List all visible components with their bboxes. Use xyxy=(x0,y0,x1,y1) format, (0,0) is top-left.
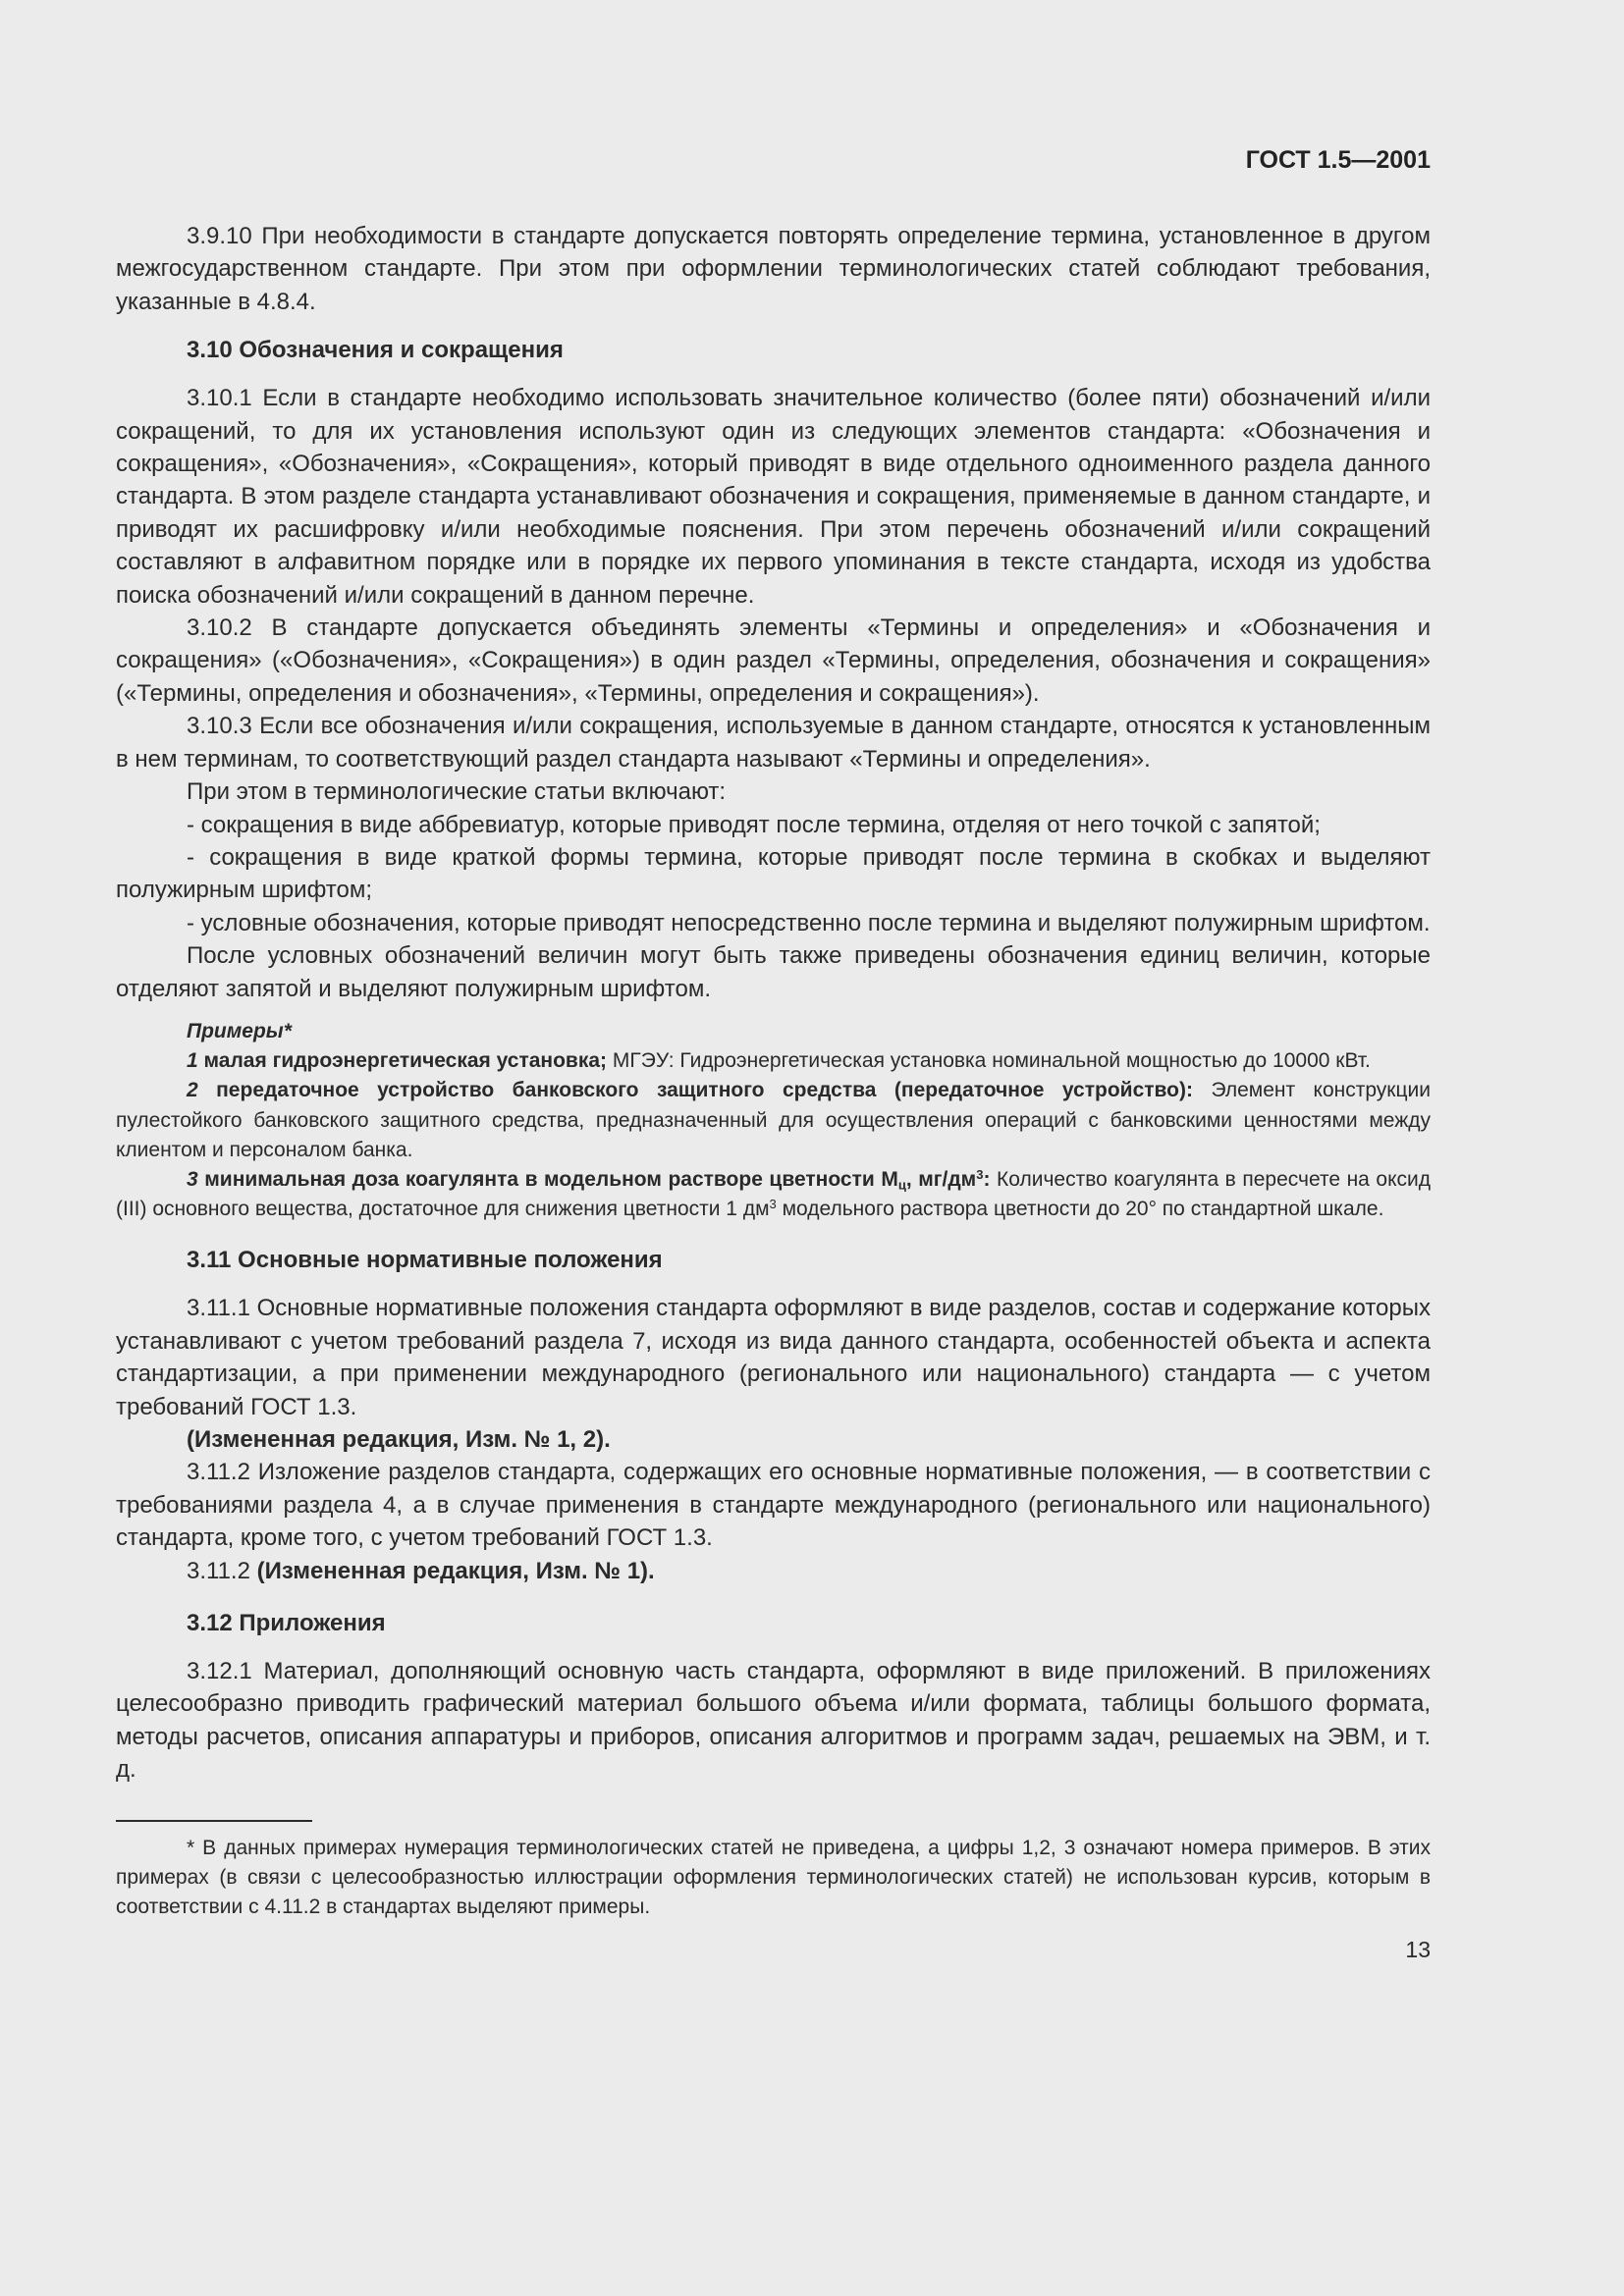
paragraph-3-12-1: 3.12.1 Материал, дополняющий основную часть стандарта, оформляют в виде приложений. В приложениях целесообразно приводить графический материал большого объема и/или формата, таблицы большого формата, методы расчетов, описания аппаратуры и приборов, описания алгоритмов и программ задач, решаемых на ЭВМ, и т. д. xyxy=(116,1658,1431,1784)
footnote-separator xyxy=(116,1820,312,1822)
section-heading-3-11: 3.11 Основные нормативные положения xyxy=(187,1247,663,1274)
list-item-symbols: - условные обозначения, которые приводят непосредственно после термина и выделяют полужирным шрифтом. xyxy=(187,909,1431,936)
paragraph-3-11-1: 3.11.1 Основные нормативные положения стандарта оформляют в виде разделов, состав и содержание которых устанавливают с учетом требований раздела 7, исходя из вида данного стандарта, особенностей объекта и аспекта стандартизации, а при применении международного (регионального или национального) стандарта — с учетом требований ГОСТ 1.3. xyxy=(116,1295,1431,1420)
paragraph-3-9-10: 3.9.10 При необходимости в стандарте допускается повторять определение термина, установленное в другом межгосударственном стандарте. При этом при оформлении терминологических статей соблюдают требования, указанные в 4.8.4. xyxy=(116,223,1431,315)
document-code-header: ГОСТ 1.5—2001 xyxy=(1245,146,1431,174)
page-number: 13 xyxy=(1405,1936,1431,1962)
revision-note-1: (Измененная редакция, Изм. № 1). xyxy=(256,1557,655,1584)
example-3-term-colon: : xyxy=(983,1167,991,1191)
paragraph-3-10-3: 3.10.3 Если все обозначения и/или сокращения, используемые в данном стандарте, относятся к установленным в нем терминам, то соответствующий раздел стандарта называют «Термины и определения». xyxy=(116,713,1431,773)
example-3-term xyxy=(204,1168,990,1191)
example-1-definition: МГЭУ: Гидроэнергетическая установка номинальной мощностью до 10000 кВт. xyxy=(612,1049,1371,1073)
example-3-definition-end: модельного раствора цветности до 20° по стандартной шкале. xyxy=(776,1198,1384,1221)
section-heading-3-12: 3.12 Приложения xyxy=(187,1610,386,1637)
example-1-number: 1 xyxy=(187,1049,198,1073)
section-heading-3-10: 3.10 Обозначения и сокращения xyxy=(187,337,564,364)
example-3-term-text: минимальная доза коагулянта в модельном растворе цветности М xyxy=(204,1167,898,1191)
paragraph-3-11-2: 3.11.2 Изложение разделов стандарта, содержащих его основные нормативные положения, — в соответствии с требованиями раздела 4, а в случае применения в стандарте международного (регионального или национального) стандарта, кроме того, с учетом требований ГОСТ 1.3. xyxy=(116,1459,1431,1552)
paragraph-3-10-2: 3.10.2 В стандарте допускается объединять элементы «Термины и определения» и «Обозначения и сокращения» («Обозначения», «Сокращения») в один раздел «Термины, определения, обозначения и сокращения» («Термины, определения и обозначения», «Термины, определения и сокращения»). xyxy=(116,614,1431,707)
paragraph-include-intro: При этом в терминологические статьи включают: xyxy=(187,778,727,806)
revision-note-1-2: (Измененная редакция, Изм. № 1, 2). xyxy=(187,1425,611,1453)
list-item-short-forms: - сокращения в виде краткой формы термина, которые приводят после термина в скобках и выделяют полужирным шрифтом; xyxy=(116,843,1431,904)
examples-block xyxy=(116,1017,1431,1224)
example-3-definition: Количество коагулянта в пересчете на оксид (III) основного вещества, достаточное для снижения цветности 1 дм xyxy=(116,1167,1431,1221)
list-item-abbreviations: - сокращения в виде аббревиатур, которые приводят после термина, отделяя от него точкой с запятой; xyxy=(187,811,1321,838)
footnote xyxy=(116,1834,1431,1923)
examples-title: Примеры* xyxy=(187,1019,292,1042)
footnote-text: * В данных примерах нумерация терминологических статей не приведена, а цифры 1,2, 3 означают номера примеров. В этих примерах (в связи с целесообразностью иллюстрации оформления терминологических статей) не использован курсив, которым в соответствии с 4.11.2 в стандартах выделяют примеры. xyxy=(116,1836,1431,1919)
example-3 xyxy=(116,1165,1431,1224)
example-2 xyxy=(116,1076,1431,1165)
example-3-term-subscript: ц xyxy=(897,1177,906,1193)
paragraph-units: После условных обозначений величин могут быть также приведены обозначения единиц величин, которые отделяют запятой и выделяют полужирным шрифтом. xyxy=(116,942,1431,1002)
example-3-term-superscript: 3 xyxy=(976,1166,984,1182)
paragraph-3-11-2-revision xyxy=(116,1555,1431,1587)
example-1-term: малая гидроэнергетическая установка; xyxy=(203,1049,608,1073)
example-3-term-unit: , мг/дм xyxy=(905,1167,977,1191)
example-2-number: 2 xyxy=(187,1079,198,1102)
example-1 xyxy=(116,1046,1431,1076)
example-2-term: передаточное устройство банковского защитного средства (передаточное устройство): xyxy=(216,1079,1193,1102)
example-2-definition: Элемент конструкции пулестойкого банковского защитного средства, предназначенный для осуществления операций с банковскими ценностями между клиентом и персоналом банка. xyxy=(116,1079,1431,1161)
example-3-definition-superscript: 3 xyxy=(769,1197,777,1211)
paragraph-3-11-2-number: 3.11.2 xyxy=(187,1557,250,1584)
paragraph-3-10-1: 3.10.1 Если в стандарте необходимо использовать значительное количество (более пяти) обозначений и/или сокращений, то для их установления используют один из следующих элементов стандарта: «Обозначения и сокращения», «Обозначения», «Сокращения», который приводят в виде отдельного одноименного раздела данного стандарта. В этом разделе стандарта устанавливают обозначения и сокращения, применяемые в данном стандарте, и приводят их расшифровку и/или необходимые пояснения. При этом перечень обозначений и/или сокращений составляют в алфавитном порядке или в порядке их первого упоминания в тексте стандарта, исходя из удобства поиска обозначений и/или сокращений в данном перечне. xyxy=(116,385,1431,609)
example-3-number: 3 xyxy=(187,1167,198,1191)
